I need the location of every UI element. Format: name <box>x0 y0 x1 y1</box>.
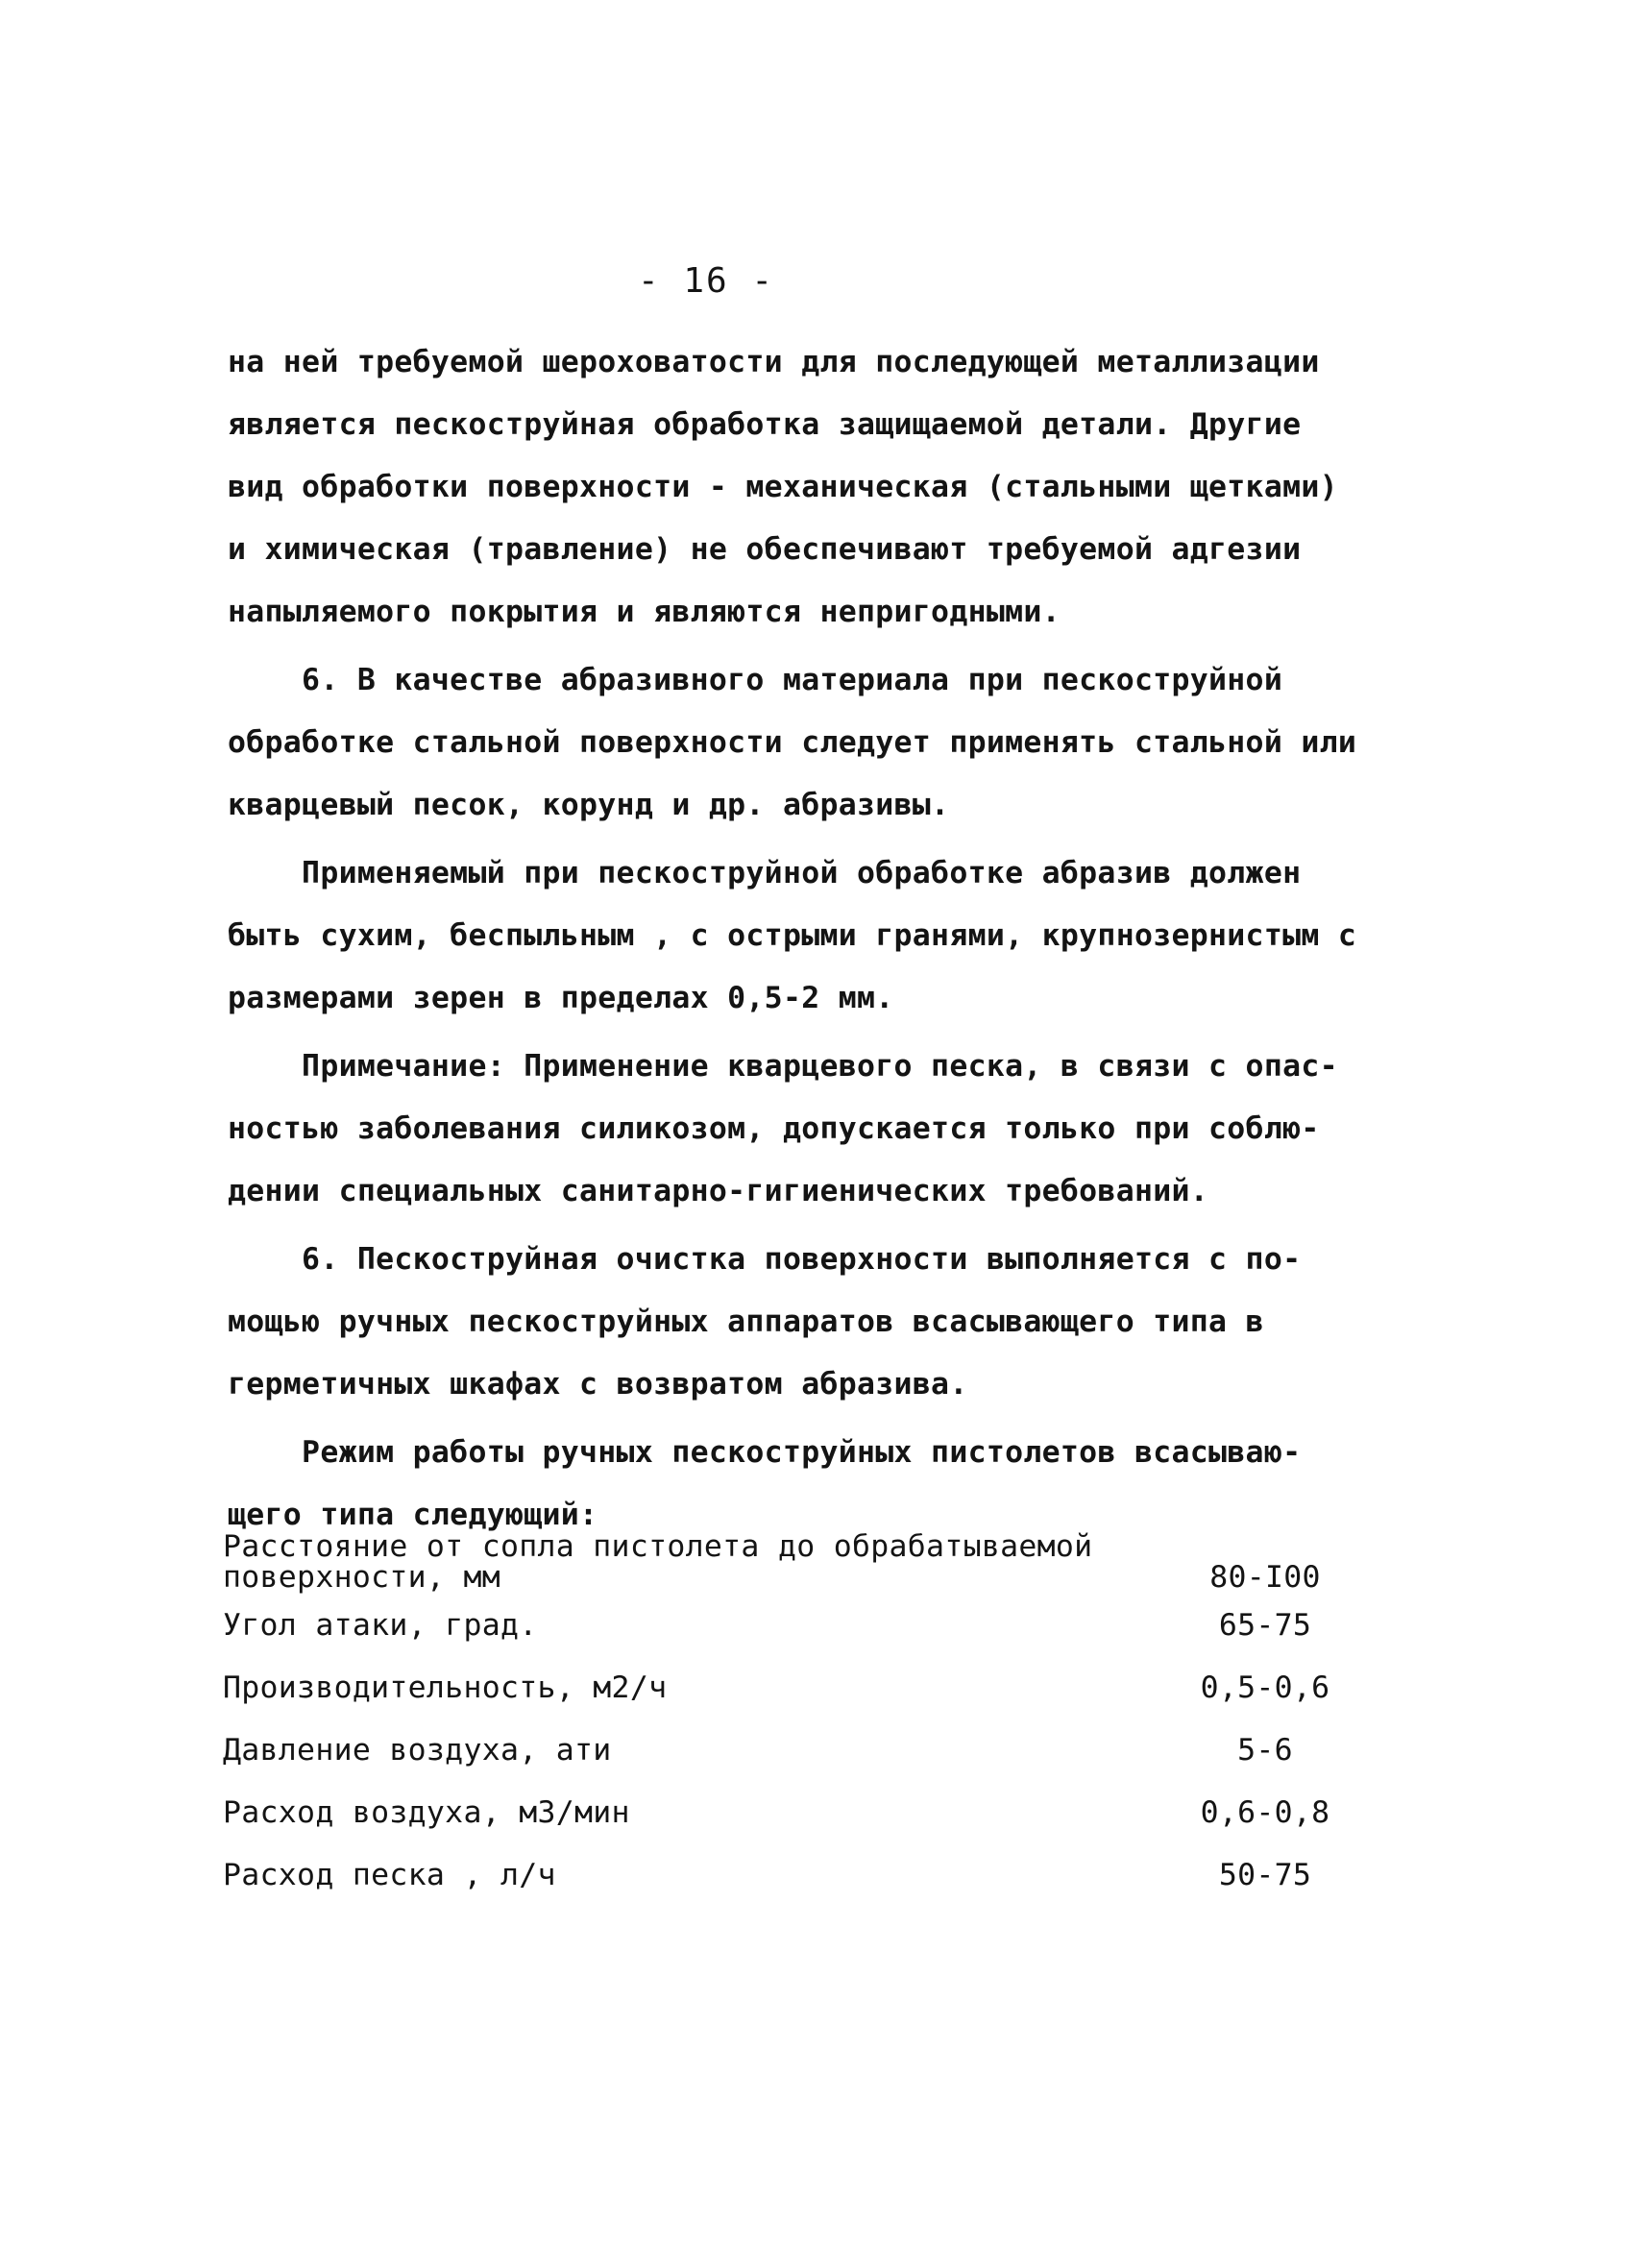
text-line: размерами зерен в пределах 0,5-2 мм. <box>228 981 894 1015</box>
parameter-label: Расстояние от сопла пистолета до обрабатываемой поверхности, мм <box>223 1529 1093 1595</box>
parameter-value: 5-6 <box>1237 1733 1293 1768</box>
text-line: на ней требуемой шероховатости для последующей металлизации <box>228 345 1320 379</box>
parameter-label: Расход воздуха, м3/мин <box>223 1795 630 1830</box>
text-line: ностью заболевания силикозом, допускается только при соблю- <box>228 1111 1320 1146</box>
parameter-label: Производительность, м2/ч <box>223 1671 668 1705</box>
parameter-row <box>223 1665 1337 1727</box>
parameter-row <box>223 1790 1337 1852</box>
text-line: 6. В качестве абразивного материала при пескоструйной <box>228 663 1283 697</box>
parameter-row <box>223 1727 1337 1790</box>
text-line: и химическая (травление) не обеспечивают требуемой адгезии <box>228 532 1302 567</box>
parameter-value: 80-I00 <box>1209 1560 1321 1595</box>
text-line: мощью ручных пескоструйных аппаратов всасывающего типа в <box>228 1305 1264 1339</box>
text-line: Режим работы ручных пескоструйных пистолетов всасываю- <box>228 1435 1302 1470</box>
text-line: герметичных шкафах с возвратом абразива. <box>228 1367 968 1402</box>
parameter-label: Давление воздуха, ати <box>223 1733 612 1768</box>
parameters-list <box>223 1529 1337 1914</box>
parameter-value: 0,6-0,8 <box>1200 1795 1330 1830</box>
parameter-row <box>223 1852 1337 1914</box>
parameter-label: Расход песка , л/ч <box>223 1858 556 1892</box>
text-line: обработке стальной поверхности следует применять стальной или <box>228 725 1357 760</box>
parameter-value: 0,5-0,6 <box>1200 1671 1330 1705</box>
text-line: Применяемый при пескоструйной обработке абразив должен <box>228 856 1302 890</box>
parameter-row <box>223 1529 1337 1602</box>
text-line: является пескоструйная обработка защищаемой детали. Другие <box>228 407 1302 442</box>
parameter-value: 65-75 <box>1218 1608 1312 1643</box>
text-line: напыляемого покрытия и являются непригодными. <box>228 595 1061 629</box>
text-line: щего типа следующий: <box>228 1498 598 1532</box>
text-line: кварцевый песок, корунд и др. абразивы. <box>228 788 950 822</box>
text-line: вид обработки поверхности - механическая (стальными щетками) <box>228 470 1338 504</box>
text-line: быть сухим, беспыльным , с острыми гранями, крупнозернистым с <box>228 918 1357 953</box>
parameter-row <box>223 1602 1337 1665</box>
parameter-value: 50-75 <box>1218 1858 1312 1892</box>
text-line: Примечание: Применение кварцевого песка, в связи с опас- <box>228 1049 1338 1084</box>
document-body <box>228 331 1419 1547</box>
page-number: - 16 - <box>637 261 775 301</box>
parameter-label: Угол атаки, град. <box>223 1608 538 1643</box>
text-line: 6. Пескоструйная очистка поверхности выполняется с по- <box>228 1242 1302 1277</box>
text-line: дении специальных санитарно-гигиенических требований. <box>228 1174 1209 1208</box>
